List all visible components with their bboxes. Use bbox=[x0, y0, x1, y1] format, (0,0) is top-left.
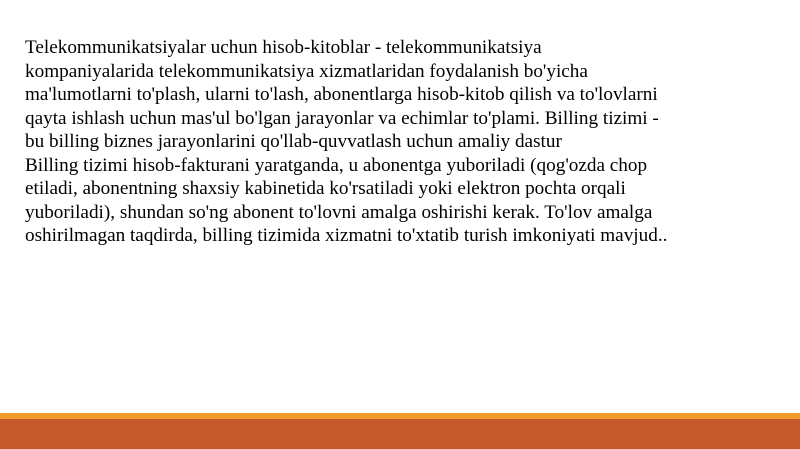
text-line: qayta ishlash uchun mas'ul bo'lgan jarayonlar va echimlar to'plami. Billing tizimi - bbox=[25, 107, 659, 129]
text-line: bu billing biznes jarayonlarini qo'llab-quvvatlash uchun amaliy dastur bbox=[25, 131, 562, 152]
text-line: oshirilmagan taqdirda, billing tizimida xizmatni to'xtatib turish imkoniyati mavjud.. bbox=[25, 225, 668, 246]
text-line: kompaniyalarida telekommunikatsiya xizmatlaridan foydalanish bo'yicha bbox=[25, 60, 588, 82]
text-line: etiladi, abonentning shaxsiy kabinetida ko'rsatiladi yoki elektron pochta orqali bbox=[25, 178, 626, 199]
slide-body-text bbox=[25, 36, 725, 248]
footer-fill-band bbox=[0, 419, 800, 449]
text-line: Telekommunikatsiyalar uchun hisob-kitoblar - telekommunikatsiya bbox=[25, 37, 542, 58]
text-line: yuboriladi), shundan so'ng abonent to'lovni amalga oshirishi kerak. To'lov amalga bbox=[25, 201, 653, 223]
footer-bar bbox=[0, 413, 800, 449]
text-line: Billing tizimi hisob-fakturani yaratganda, u abonentga yuboriladi (qog'ozda chop bbox=[25, 154, 648, 176]
text-line: ma'lumotlarni to'plash, ularni to'lash, abonentlarga hisob-kitob qilish va to'lovlarni bbox=[25, 84, 658, 105]
